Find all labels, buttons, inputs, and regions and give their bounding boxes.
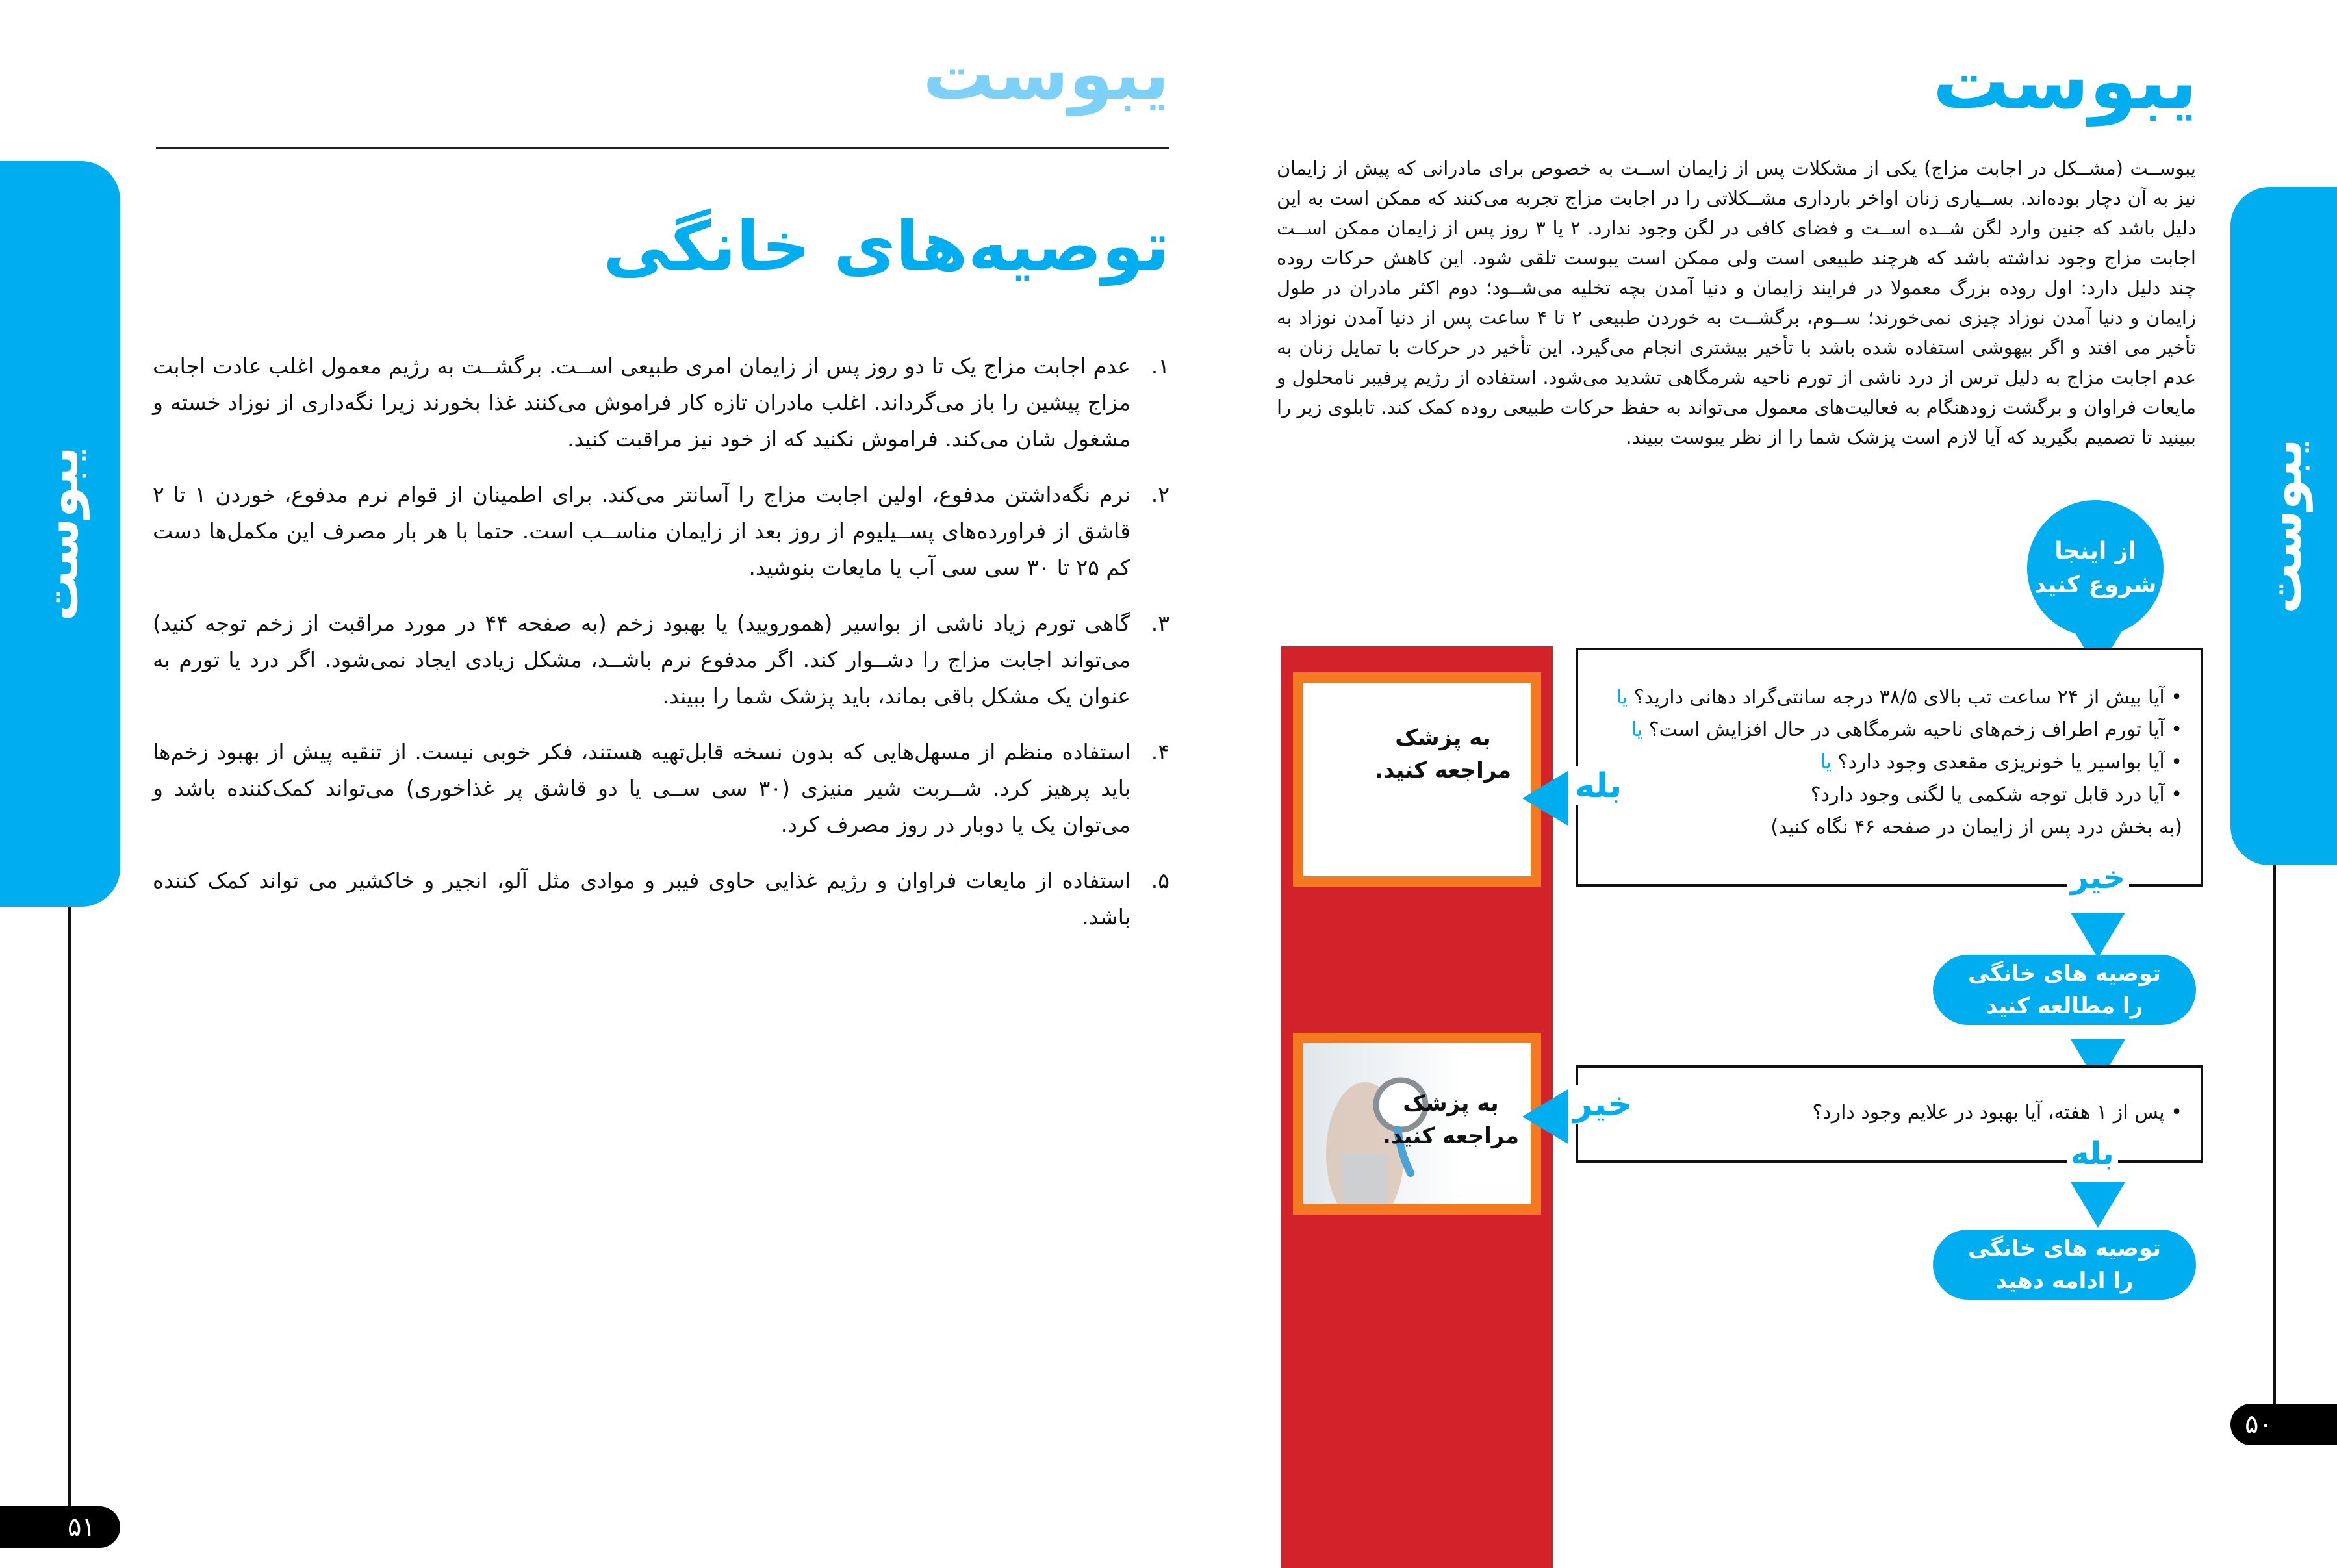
left-side-tab xyxy=(0,161,120,907)
tip-number: ۵. xyxy=(1151,868,1169,893)
tip-text: نرم نگه‌داشتن مدفوع، اولین اجابت مزاج را آسانتر می‌کند. برای اطمینان از قوام نرم مدفوع، خوردن ۱ تا ۲ قاشق از فراورده‌های پســیلیوم از روز بعد از زایمان مناســب است. حتما با هر بار مصرف این مکمل‌ها دست کم ۲۵ تا ۳۰ سی سی آب یا مایعات بنوشید. xyxy=(153,482,1131,580)
tip-number: ۳. xyxy=(1151,611,1169,636)
tip-item xyxy=(153,477,1169,586)
doctor-referral-text: به پزشک مراجعه کنید. xyxy=(1374,725,1511,783)
question-item: • پس از ۱ هفته، آیا بهبود در علایم وجود دارد؟ xyxy=(1812,1101,2182,1124)
tip-item xyxy=(153,734,1169,843)
header-divider xyxy=(156,147,1169,149)
question-note: (به بخش درد پس از زایمان در صفحه ۴۶ نگاه کنید) xyxy=(1770,816,2182,839)
tip-text: استفاده از مایعات فراوان و رژیم غذایی حاوی فیبر و موادی مثل آلو، انجیر و خاکشیر می تواند کمک کننده باشد. xyxy=(153,868,1130,929)
right-side-tab-label: یبوست xyxy=(2254,438,2313,614)
tip-text: گاهی تورم زیاد ناشی از بواسیر (هموروييد) یا بهبود زخم (به صفحه ۴۴ در مورد مراقبت از زخم توجه کنید) می‌تواند اجابت مزاج را دشــوار کند. اگر مدفوع نرم باشــد، مشکل زیادی ایجاد نمی‌شود. اگر درد یا تورم به عنوان یک مشکل باقی بماند، باید پزشک شما را ببیند. xyxy=(153,611,1130,709)
home-remedies-read-node: توصیه های خانگی را مطالعه کنید xyxy=(1933,955,2196,1025)
yes-label: بله xyxy=(1571,766,1626,805)
question-item: • آیا درد قابل توجه شکمی یا لگنی وجود دارد؟ xyxy=(1810,783,2182,806)
constipation-title: یبوست xyxy=(1932,36,2197,126)
left-side-tab-label: یبوست xyxy=(31,446,90,622)
yes-label: بله xyxy=(2067,1135,2118,1172)
doctor-referral-box-1 xyxy=(1293,672,1541,887)
start-here-node: از اینجا شروع کنید xyxy=(2027,500,2164,637)
no-label: خیر xyxy=(1569,1085,1636,1124)
right-side-tab xyxy=(2230,187,2337,865)
tip-item xyxy=(153,863,1169,935)
intro-paragraph: یبوســت (مشــکل در اجابت مزاج) یکی از مشکلات پس از زایمان اســت به خصوص برای مادرانی که پیش از زایمان نیز به آن دچار بوده‌اند. بســیاری زنان اواخر بارداری مشــکلاتی را در اجابت مزاج تجربه می‌کنند که ممکن است به این دلیل باشد که جنین وارد لگن شــده اســت و فضای کافی در لگن وجود ندارد. ۲ یا ۳ روز پس از زایمان ممکن اســت اجابت مزاج وجود نداشته باشد که هرچند طبیعی است ولی ممکن است یبوست تلقی شود. این کاهش حرکات روده چند دلیل دارد: اول روده بزرگ معمولا در فرایند زایمان و دنیا آمدن بچه تخلیه می‌شــود؛ دوم اکثر مادران در طول زایمان و دنیا آمدن نوزاد چیزی نمی‌خورند؛ ســوم، برگشــت به خوردن طبیعی ۲ تا ۴ ساعت پس از دنیا آمدن نوزاد به تأخیر می افتد و اگر بیهوشی استفاده شده باشد با تأخیر بیشتری انجام می‌گیرد. این تأخیر در حرکات با تمایل زنان به عدم اجابت مزاج به دلیل ترس از درد ناشی از تورم ناحیه شرمگاهی تشدید می‌شود. استفاده از رژیم پرفیبر نامحلول و مایعات فراوان و برگشت زودهنگام به فعالیت‌های معمول می‌تواند به حفظ حرکات طبیعی روده کمک کند. تابلوی زیر را ببینید تا تصمیم بگیرید که آیا لازم است پزشک شما را از نظر یبوست ببیند. xyxy=(1277,157,2196,448)
symptom-question-box xyxy=(1576,648,2203,887)
home-remedies-list xyxy=(153,348,1169,955)
doctor-referral-text: به پزشک مراجعه کنید. xyxy=(1382,1091,1519,1149)
tip-item xyxy=(153,605,1169,714)
no-label: خیر xyxy=(2067,859,2129,896)
question-item: • آیا تورم اطراف زخم‌های ناحیه شرمگاهی در حال افزایش است؟ یا xyxy=(1631,718,2182,741)
tip-number: ۴. xyxy=(1151,739,1169,765)
tip-item xyxy=(153,348,1169,457)
page-number-left: ۵۱ xyxy=(0,1506,120,1548)
question-item: • آیا بواسیر یا خونریزی مقعدی وجود دارد؟ یا xyxy=(1820,751,2182,774)
home-remedies-heading: توصیه‌های خانگی xyxy=(603,207,1169,286)
right-margin-line xyxy=(2273,865,2276,1404)
left-margin-line xyxy=(68,907,71,1507)
improvement-question xyxy=(1812,1096,2182,1129)
tip-text: استفاده منظم از مسهل‌هایی که بدون نسخه قابل‌تهیه هستند، فکر خوبی نیست. از تنقیه پیش از بهبود زخم‌ها باید پرهیز کرد. شــربت شیر منیزی (۳۰ سی ســی یا دو قاشق پر غذاخوری) می‌تواند کمک‌کننده باشد و می‌توان یک یا دوبار در روز مصرف کرد. xyxy=(153,739,1131,837)
tip-number: ۲. xyxy=(1151,482,1169,507)
section-title-left: یبوست xyxy=(923,32,1169,116)
arrow-down-icon xyxy=(2071,913,2125,958)
page-number-right: ۵۰ xyxy=(2230,1404,2337,1445)
tip-text: عدم اجابت مزاج یک تا دو روز پس از زایمان امری طبیعی اســت. برگشــت به رژیم معمول اغلب عادت اجابت مزاج پیشین را باز می‌گرداند. اغلب مادران تازه کار فراموش می‌کنند غذا بخورند زیرا نگه‌داری از نوزاد خسته و مشغول شان می‌کند. فراموش نکنید که از خود نیز مراقبت کنید. xyxy=(153,353,1130,451)
doctor-referral-box-2 xyxy=(1293,1033,1541,1215)
tip-number: ۱. xyxy=(1151,353,1169,379)
arrow-down-icon xyxy=(2071,1182,2125,1228)
arrow-left-icon xyxy=(1522,1089,1568,1144)
arrow-left-icon xyxy=(1522,771,1568,826)
question-item: • آیا بیش از ۲۴ ساعت تب بالای ۳۸/۵ درجه سانتی‌گراد دهانی دارید؟ یا xyxy=(1616,686,2182,709)
home-remedies-continue-node: توصیه های خانگی را ادامه دهید xyxy=(1933,1230,2196,1300)
symptom-questions xyxy=(1616,681,2182,844)
